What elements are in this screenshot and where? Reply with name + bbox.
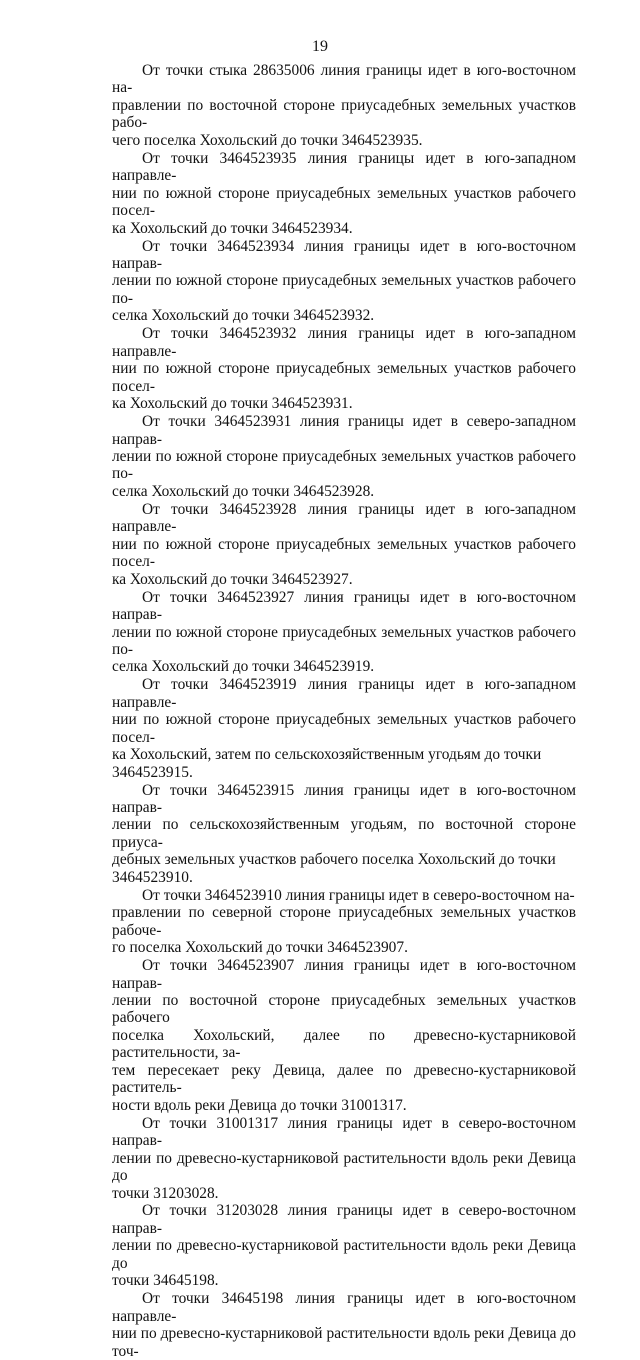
paragraph-13: От точки 31203028 линия границы идет в северо-восточном направ- лении по древесно-кустарниковой растительности вдоль реки Девица до точки 34645198. — [112, 1202, 576, 1290]
paragraph-8: От точки 3464523919 линия границы идет в юго-западном направле- нии по южной стороне приусадебных земельных участков рабочего посел- ка Хохольский, затем по сельскохозяйственным угодьям до точки 3464523915. — [112, 676, 576, 781]
paragraph-11: От точки 3464523907 линия границы идет в юго-восточном направ- лении по восточной стороне приусадебных земельных участков рабочего поселка Хохольский, далее по древесно-кустарниковой растительности, за- тем пересекает реку Девица, далее по древесно-кустарниковой раститель- ности вдоль реки Девица до точки 31001317. — [112, 957, 576, 1114]
paragraph-2: От точки 3464523935 линия границы идет в юго-западном направле- нии по южной стороне приусадебных земельных участков рабочего посел- ка Хохольский до точки 3464523934. — [112, 149, 576, 237]
paragraph-9: От точки 3464523915 линия границы идет в юго-восточном направ- лении по сельскохозяйственным угодьям, по восточной стороне приуса- дебных земельных участков рабочего поселка Хохольский до точки 3464523910. — [112, 781, 576, 886]
paragraph-10: От точки 3464523910 линия границы идет в северо-восточном на- правлении по северной стороне приусадебных земельных участков рабоче- го поселка Хохольский до точки 3464523907. — [112, 886, 576, 957]
page-number: 19 — [312, 38, 328, 55]
paragraph-3: От точки 3464523934 линия границы идет в юго-восточном направ- лении по южной стороне приусадебных земельных участков рабочего по- селка Хохольский до точки 3464523932. — [112, 237, 576, 325]
paragraph-7: От точки 3464523927 линия границы идет в юго-восточном направ- лении по южной стороне приусадебных земельных участков рабочего по- селка Хохольский до точки 3464523919. — [112, 588, 576, 676]
paragraph-5: От точки 3464523931 линия границы идет в северо-западном направ- лении по южной стороне приусадебных земельных участков рабочего по- селка Хохольский до точки 3464523928. — [112, 413, 576, 500]
document-body — [112, 62, 576, 1360]
paragraph-4: От точки 3464523932 линия границы идет в юго-западном направле- нии по южной стороне приусадебных земельных участков рабочего посел- ка Хохольский до точки 3464523931. — [112, 325, 576, 413]
paragraph-6: От точки 3464523928 линия границы идет в юго-западном направле- нии по южной стороне приусадебных земельных участков рабочего посел- ка Хохольский до точки 3464523927. — [112, 500, 576, 588]
paragraph-1: От точки стыка 28635006 линия границы идет в юго-восточном на- правлении по восточной стороне приусадебных земельных участков рабо- чего поселка Хохольский до точки 3464523935. — [112, 62, 576, 149]
paragraph-14: От точки 34645198 линия границы идет в юго-восточном направле- нии по древесно-кустарниковой растительности вдоль реки Девица до точ- — [112, 1290, 576, 1360]
paragraph-12: От точки 31001317 линия границы идет в северо-восточном направ- лении по древесно-кустарниковой растительности вдоль реки Девица до точки 31203028. — [112, 1114, 576, 1202]
